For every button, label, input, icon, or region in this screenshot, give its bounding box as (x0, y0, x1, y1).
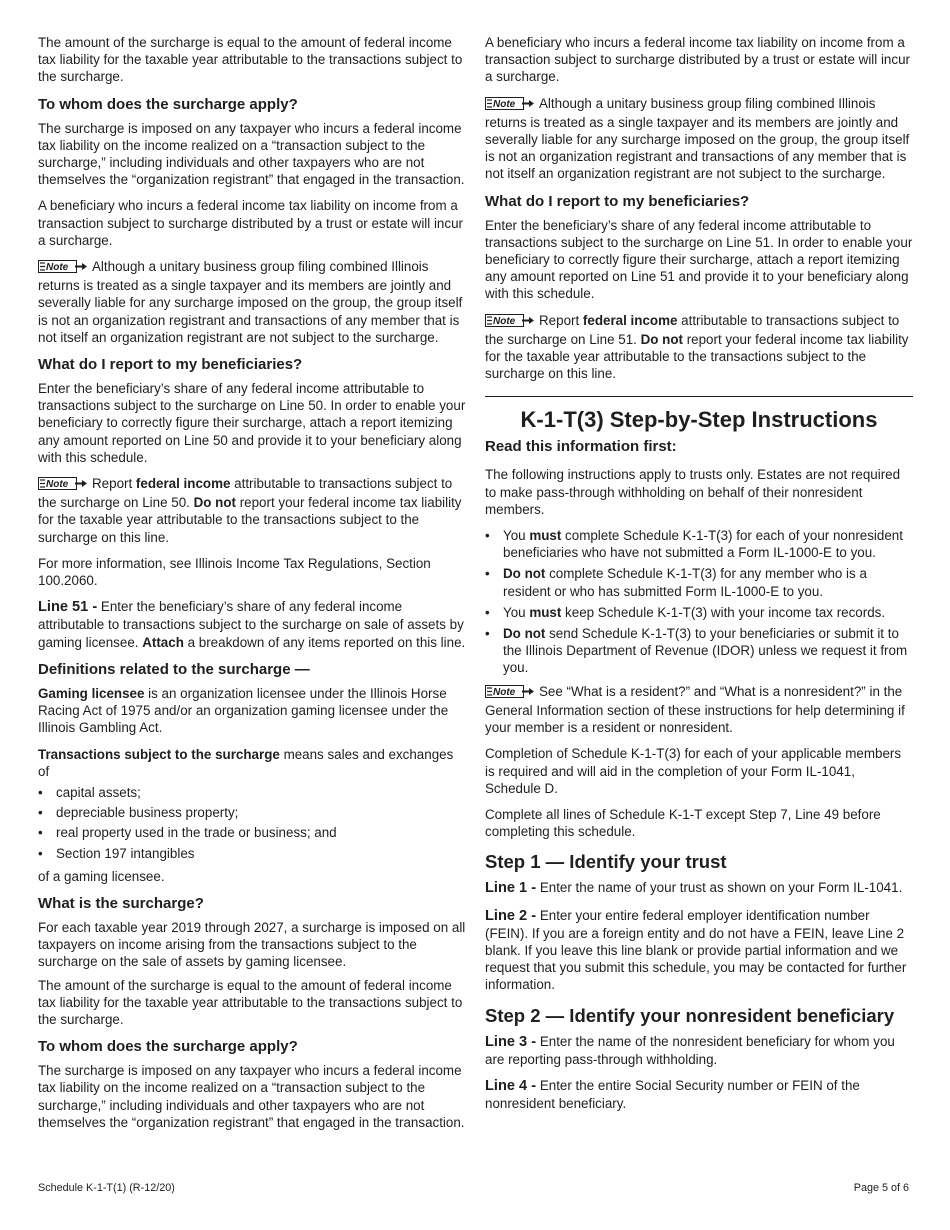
line-51-instruction: Line 51 - Enter the beneficiary’s share of any federal income attributable to transactions subject to the surcharge on sale of assets by gaming licensee. Attach a breakdown of any items reported on this line. (38, 599, 466, 650)
line-4-instruction: Line 4 - Enter the entire Social Security number or FEIN of the nonresident beneficiary. (485, 1077, 860, 1112)
section-divider (485, 396, 913, 397)
note-icon (485, 685, 535, 702)
svg-text:Note: Note (46, 479, 69, 491)
note-paragraph (485, 683, 913, 737)
list-item: • capital assets; (38, 784, 141, 800)
svg-text:Note: Note (493, 315, 516, 327)
paragraph: The surcharge is imposed on any taxpayer who incurs a federal income tax liability on the income realized on a “transaction subject to the surcharge,” including individuals and other taxpayers who are not themselves the “organization registrant” that engaged in the transaction. (38, 1063, 465, 1130)
note-text: Although a unitary business group filing combined Illinois returns is treated as a single taxpayer and its members are jointly and severally liable for any surcharge imposed on the group, the group itself is not an organization registrant and transactions of any member that is not itself an organization registrant are not subject to the surcharge. (38, 259, 463, 345)
section-heading: What do I report to my beneficiaries? (485, 192, 750, 210)
note-paragraph (485, 95, 913, 183)
list-item: • Do not send Schedule K-1-T(3) to your beneficiaries or submit it to the Illinois Department of Revenue (IDOR) unless we request it from you. (485, 626, 908, 676)
paragraph: Complete all lines of Schedule K-1-T except Step 7, Line 49 before completing this schedule. (485, 806, 881, 840)
line-1-instruction: Line 1 - Enter the name of your trust as shown on your Form IL-1041. (485, 880, 903, 897)
note-paragraph: Note Report federal income attributable to transactions subject to the surcharge on Line 51. Do not report your federal income tax liability for the taxable year attributable to the transactions subject to the surcharge on this line. (485, 312, 909, 382)
paragraph: The amount of the surcharge is equal to the amount of federal income tax liability for the taxable year attributable to the transactions subject to the surcharge. (38, 35, 463, 85)
section-heading: What is the surcharge? (38, 894, 204, 912)
section-heading: Read this information first: (485, 438, 677, 456)
paragraph: Enter the beneficiary’s share of any federal income attributable to transactions subject to the surcharge on Line 51. In order to enable your beneficiary to correctly figure their surcharge, attach a report itemizing any amount reported on Line 51 and provide it to your beneficiary along with this schedule. (485, 217, 913, 302)
note-paragraph (38, 258, 468, 346)
note-text: See “What is a resident?” and “What is a nonresident?” in the General Information section of these instructions for help determining if your member is a resident or nonresident. (485, 683, 905, 736)
section-heading: To whom does the surcharge apply? (38, 1038, 298, 1056)
list-item: • You must keep Schedule K-1-T(3) with your income tax records. (485, 604, 886, 620)
note-icon (485, 97, 535, 114)
section-heading: What do I report to my beneficiaries? (38, 356, 303, 374)
paragraph: The surcharge is imposed on any taxpayer who incurs a federal income tax liability on the income realized on a “transaction subject to the surcharge,” including individuals and other taxpayers who are not themselves the “organization registrant” that engaged in the transaction. (38, 120, 465, 188)
list-item: • Section 197 intangibles (38, 845, 195, 861)
section-heading: To whom does the surcharge apply? (38, 95, 298, 113)
step-heading: Step 1 — Identify your trust (485, 851, 727, 873)
paragraph: Enter the beneficiary’s share of any federal income attributable to transactions subject to the surcharge on Line 50. In order to enable your beneficiary to correctly figure their surcharge, attach a report itemizing any amount reported on Line 50 and provide it to your beneficiary along with this schedule. (38, 381, 466, 465)
paragraph: The amount of the surcharge is equal to the amount of federal income tax liability for the taxable year attributable to the transactions subject to the surcharge. (38, 977, 463, 1027)
note-icon (38, 260, 88, 277)
paragraph: For more information, see Illinois Income Tax Regulations, Section 100.2060. (38, 555, 431, 589)
asset-list (38, 784, 468, 862)
definition-transactions: Transactions subject to the surcharge means sales and exchanges of (38, 746, 454, 779)
svg-text:Note: Note (493, 686, 516, 698)
paragraph: A beneficiary who incurs a federal income tax liability on income from a transaction subject to surcharge distributed by a trust or estate will incur a surcharge. (38, 198, 463, 248)
left-column (38, 34, 468, 1140)
instruction-bullets (485, 527, 913, 677)
paragraph: A beneficiary who incurs a federal income tax liability on income from a transaction subject to surcharge distributed by a trust or estate will incur a surcharge. (485, 35, 910, 85)
list-item: • You must complete Schedule K-1-T(3) for each of your nonresident beneficiaries who have not submitted a Form IL-1000-E to you. (485, 528, 903, 561)
svg-text:Note: Note (493, 98, 516, 110)
paragraph: Completion of Schedule K-1-T(3) for each of your applicable members is required and will aid in the completion of your Form IL-1041, Schedule D. (485, 746, 902, 796)
list-item: • Do not complete Schedule K-1-T(3) for any member who is a resident or who has submitted Form IL-1000-E to you. (485, 566, 867, 599)
line-2-instruction: Line 2 - Enter your entire federal employer identification number (FEIN). If you are a foreign entity and do not have a FEIN, leave Line 2 blank. If you leave this line blank or provide partial information and we request that you submit this schedule, you may be contacted for further information. (485, 907, 907, 993)
list-item: • depreciable business property; (38, 805, 239, 821)
paragraph: of a gaming licensee. (38, 868, 165, 884)
right-column (485, 34, 913, 1121)
note-icon (38, 477, 88, 494)
line-3-instruction: Line 3 - Enter the name of the nonresident beneficiary for whom you are reporting pass-through withholding. (485, 1033, 895, 1067)
step-heading: Step 2 — Identify your nonresident beneficiary (485, 1004, 895, 1026)
paragraph: The following instructions apply to trusts only. Estates are not required to make pass-through withholding on behalf of their nonresident members. (485, 467, 901, 517)
note-paragraph: Note Report federal income attributable to transactions subject to the surcharge on Line 50. Do not report your federal income tax liability for the taxable year attributable to the transactions subject to the surcharge on this line. (38, 476, 462, 545)
note-icon (485, 314, 535, 331)
section-heading: Definitions related to the surcharge — (38, 660, 310, 678)
page-title: K-1-T(3) Step-by-Step Instructions (520, 407, 878, 433)
svg-text:Note: Note (46, 262, 69, 274)
definition-gaming-licensee: Gaming licensee is an organization licensee under the Illinois Horse Racing Act of 1975 and/or an organization gaming licensee under the Illinois Gambling Act. (38, 685, 449, 736)
list-item: • real property used in the trade or business; and (38, 825, 337, 841)
paragraph: For each taxable year 2019 through 2027, a surcharge is imposed on all taxpayers on income arising from the transactions subject to the surcharge on the sale of assets by gaming licensee. (38, 919, 466, 970)
form-id: Schedule K-1-T(1) (R-12/20) (38, 1182, 175, 1194)
page-number: Page 5 of 6 (853, 1182, 909, 1194)
note-text: Although a unitary business group filing combined Illinois returns is treated as a single taxpayer and its members are jointly and severally liable for any surcharge imposed on the group, the group itself is not an organization registrant and transactions of any member that is not itself an organization registrant are not subject to the surcharge. (485, 95, 910, 182)
